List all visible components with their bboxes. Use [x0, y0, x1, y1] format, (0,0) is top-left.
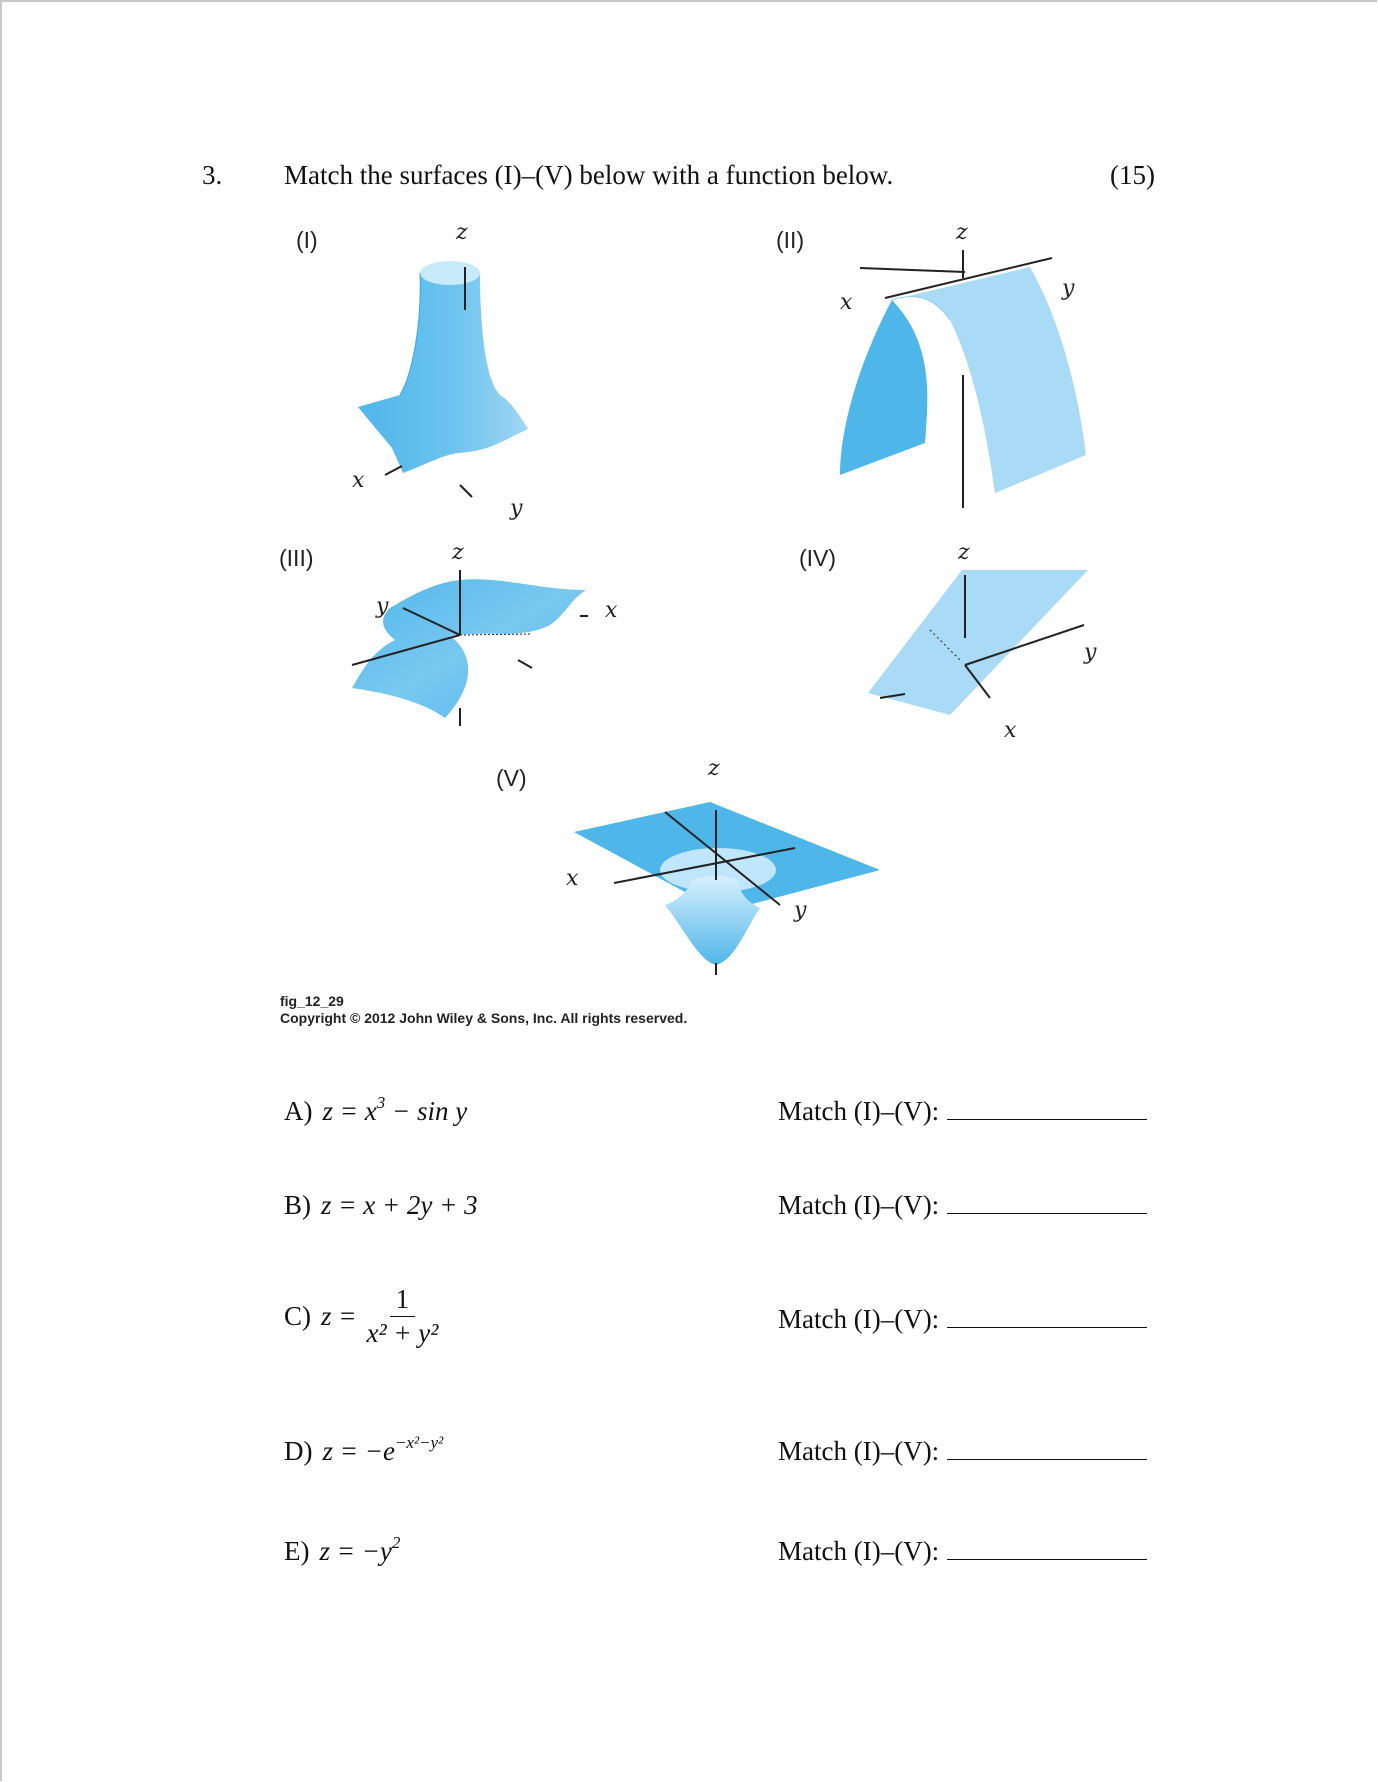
surface-ii-y-label: y — [1062, 276, 1075, 301]
option-b-function: z = x + 2y + 3 — [321, 1190, 478, 1220]
panel-label-iii: (III) — [279, 545, 314, 571]
option-b-letter: B) — [284, 1190, 311, 1220]
option-a-letter: A) — [284, 1096, 313, 1126]
option-e-function: $z = -y^2$ — [319, 1533, 401, 1566]
option-c-lhs: z = — [321, 1301, 357, 1331]
match-row-b — [778, 1190, 1147, 1221]
surface-i-x-label: x — [352, 468, 365, 493]
surface-ii-x-label: x — [840, 290, 853, 315]
surface-iv-graphic — [860, 560, 1100, 730]
surface-v-graphic — [570, 780, 890, 980]
answer-blank-d[interactable] — [947, 1439, 1147, 1460]
panel-label-i: (I) — [296, 227, 318, 253]
surface-iii-x-label: x — [605, 598, 618, 623]
match-row-a — [778, 1096, 1147, 1127]
match-row-e — [778, 1536, 1147, 1567]
surface-iii-y-label: y — [376, 594, 389, 619]
option-c-letter: C) — [284, 1301, 311, 1331]
match-label-b: Match (I)–(V): — [778, 1190, 940, 1220]
option-c-numerator: 1 — [390, 1284, 416, 1317]
surface-ii-graphic — [820, 240, 1100, 520]
option-c — [284, 1284, 442, 1349]
option-a-function: $z = x^3 - \sin y$ — [322, 1093, 468, 1126]
option-d-function: $z = -e^{-x^2-y^2}$ — [322, 1433, 444, 1466]
surface-i-z-label: z — [456, 220, 468, 245]
surface-iii-z-label: z — [452, 540, 464, 565]
option-e — [284, 1533, 401, 1567]
figure-caption — [280, 993, 687, 1027]
option-a — [284, 1093, 468, 1127]
option-d — [284, 1433, 444, 1467]
surface-iv-z-label: z — [958, 540, 970, 565]
match-label-e: Match (I)–(V): — [778, 1536, 940, 1566]
match-row-c — [778, 1304, 1147, 1335]
match-label-a: Match (I)–(V): — [778, 1096, 940, 1126]
answer-blank-c[interactable] — [947, 1307, 1147, 1328]
figure-copyright: Copyright © 2012 John Wiley & Sons, Inc. All rights reserved. — [280, 1010, 688, 1026]
surface-iv-y-label: y — [1084, 640, 1097, 665]
surface-v-y-label: y — [794, 898, 807, 923]
panel-label-ii: (II) — [776, 227, 805, 253]
option-c-denominator: x² + y² — [366, 1318, 439, 1348]
option-b — [284, 1190, 478, 1221]
panel-label-v: (V) — [496, 765, 527, 791]
surface-i-graphic — [330, 215, 590, 535]
match-label-d: Match (I)–(V): — [778, 1436, 940, 1466]
match-row-d — [778, 1436, 1147, 1467]
surface-v-x-label: x — [566, 866, 579, 891]
answer-blank-b[interactable] — [947, 1193, 1147, 1214]
surface-i-y-label: y — [510, 496, 523, 521]
option-e-letter: E) — [284, 1536, 310, 1566]
answer-blank-e[interactable] — [947, 1539, 1147, 1560]
surface-iv-x-label: x — [1004, 718, 1017, 743]
answer-blank-a[interactable] — [947, 1099, 1147, 1120]
surface-v-z-label: z — [708, 756, 720, 781]
panel-label-iv: (IV) — [799, 545, 837, 571]
surface-ii-z-label: z — [956, 220, 968, 245]
option-d-letter: D) — [284, 1436, 313, 1466]
question-number: 3. — [202, 160, 223, 190]
question-points: (15) — [1110, 160, 1155, 190]
option-c-fraction — [362, 1284, 442, 1349]
figure-id: fig_12_29 — [280, 993, 344, 1009]
question-prompt: Match the surfaces (I)–(V) below with a function below. — [284, 160, 894, 190]
match-label-c: Match (I)–(V): — [778, 1304, 940, 1334]
